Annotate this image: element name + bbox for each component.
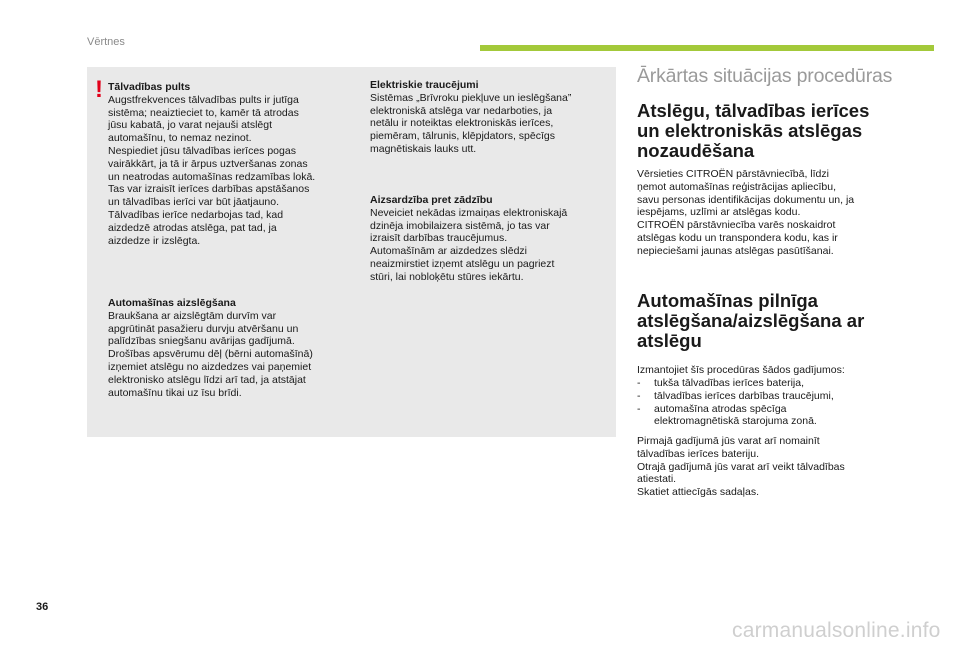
manual-locking-notes: Pirmajā gadījumā jūs varat arī nomainīt tālvadības ierīces bateriju. Otrajā gadījumā jūs varat arī veikt tālvadības atiestati. Skatiet attiecīgās sadaļas. [637, 435, 845, 499]
remote-control-title: Tālvadības pults [108, 81, 191, 93]
warning-exclamation-icon: ! [95, 76, 103, 103]
section-heading: Ārkārtas situācijas procedūras [637, 65, 893, 87]
page-number: 36 [36, 601, 49, 613]
watermark: carmanualsonline.info [732, 619, 941, 642]
remote-control-warning [108, 81, 358, 247]
header-accent-bar [480, 45, 934, 51]
list-item: - automašīna atrodas spēcīga elektromagnētiskā starojuma zonā. [637, 403, 937, 429]
anti-theft-title: Aizsardzība pret zādzību [370, 194, 493, 206]
list-item: - tālvadības ierīces darbības traucējumi, [637, 390, 937, 403]
electrical-text: Sistēmas „Brīvroku piekļuve un ieslēgšana” elektroniskā atslēga var nedarboties, ja netālu ir noteiktas elektroniskās ierīces, piemēram, tālrunis, klēpjdators, spēcīgs magnētiskais lauks utt. [370, 91, 572, 155]
locking-title: Automašīnas aizslēgšana [108, 297, 236, 309]
running-header: Vērtnes [87, 36, 125, 48]
manual-locking-heading: Automašīnas pilnīga atslēgšana/aizslēgšana ar atslēgu [637, 290, 865, 351]
cases-list [637, 377, 937, 428]
locking-warning [108, 297, 358, 399]
manual-locking-intro: Izmantojiet šīs procedūras šādos gadījumos: [637, 364, 845, 376]
electrical-title: Elektriskie traucējumi [370, 79, 479, 91]
remote-control-text: Augstfrekvences tālvadības pults ir jutīga sistēma; neaiztieciet to, kamēr tā atrodas jūsu kabatā, jo varat nejauši atslēgt automašīnu, to nemaz nezinot. Nespiediet jūsu tālvadības ierīces pogas vairākkārt, ja tā ir ārpus uztveršanas zonas un neatrodas automašīnas redzamības lokā. Tas var izraisīt ierīces darbības apstāšanos un tālvadības ierīci var būt jāatjauno. Tālvadības ierīce nedarbojas tad, kad aizdedzē atrodas atslēga, pat tad, ja aizdedze ir izslēgta. [108, 93, 316, 247]
lost-keys-heading: Atslēgu, tālvadības ierīces un elektroniskās atslēgas nozaudēšana [637, 100, 870, 161]
lost-keys-text: Vērsieties CITROËN pārstāvniecībā, līdzi ņemot automašīnas reģistrācijas apliecību, savu personas identifikācijas dokumentu un, ja iespējams, uzlīmi ar atslēgas kodu. CITROËN pārstāvniecība varēs noskaidrot atslēgas kodu un transpondera kodu, kas ir nepieciešami jaunas atslēgas pasūtīšanai. [637, 168, 855, 257]
anti-theft-text: Neveiciet nekādas izmaiņas elektroniskajā dzinēja imobilaizera sistēmā, jo tas var izraisīt darbības traucējumus. Automašīnām ar aizdedzes slēdzi neaizmirstiet izņemt atslēgu un pagriezt stūri, lai nobloķētu stūres iekārtu. [370, 206, 568, 283]
locking-text: Braukšana ar aizslēgtām durvīm var apgrūtināt pasažieru durvju atvēršanu un palīdzības sniegšanu avārijas gadījumā. Drošības apsvērumu dēļ (bērni automašīnā) izņemiet atslēgu no aizdedzes vai paņemiet elektronisko atslēgu līdzi arī tad, ja atstājat automašīnu tikai uz īsu brīdi. [108, 309, 313, 399]
electrical-interference-warning [370, 79, 610, 156]
anti-theft-warning [370, 194, 610, 284]
list-item: - tukša tālvadības ierīces baterija, [637, 377, 937, 390]
